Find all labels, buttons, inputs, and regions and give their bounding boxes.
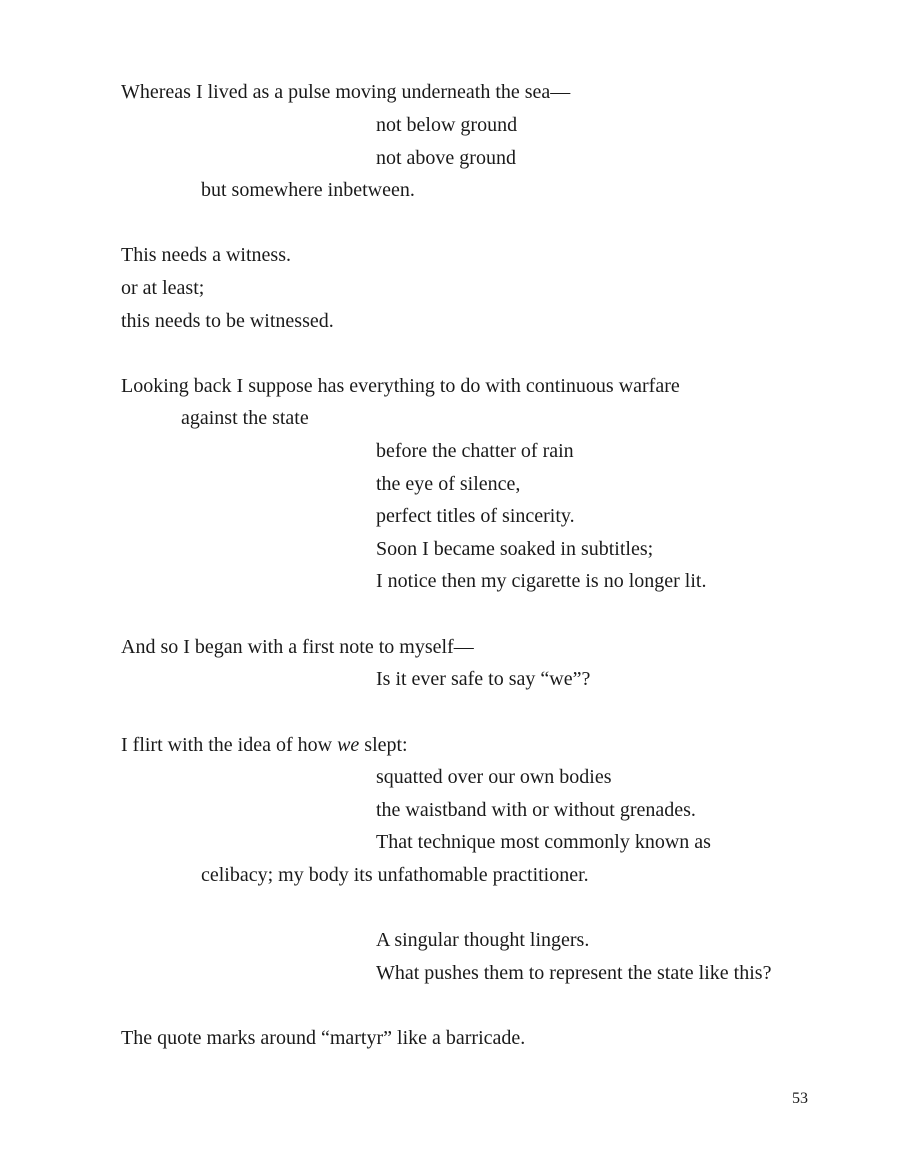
poem-line: What pushes them to represent the state like this? [376, 962, 772, 984]
poem-line: the eye of silence, [376, 473, 521, 495]
poem-line: perfect titles of sincerity. [376, 505, 575, 527]
poem-line: And so I began with a first note to myself— [121, 636, 474, 658]
page-number: 53 [792, 1090, 808, 1107]
poem-line [121, 733, 408, 757]
poem-line: not above ground [376, 147, 516, 169]
poem-line: Whereas I lived as a pulse moving underneath the sea— [121, 81, 571, 103]
poem-line: The quote marks around “martyr” like a barricade. [121, 1027, 526, 1049]
poem-line: This needs a witness. [121, 244, 291, 266]
poem-line: against the state [181, 407, 309, 429]
poem-line: this needs to be witnessed. [121, 310, 334, 332]
poem-line: Looking back I suppose has everything to do with continuous warfare [121, 375, 680, 397]
poem-line-text: slept: [364, 734, 408, 756]
poem-line: before the chatter of rain [376, 440, 574, 462]
poem-line: That technique most commonly known as [376, 831, 711, 853]
poem-line: Soon I became soaked in subtitles; [376, 538, 654, 560]
poem-line: but somewhere inbetween. [201, 179, 415, 201]
poem-line: not below ground [376, 114, 518, 136]
poem-line: celibacy; my body its unfathomable practitioner. [201, 864, 589, 886]
poem-line: Is it ever safe to say “we”? [376, 668, 591, 690]
poem-line: A singular thought lingers. [376, 929, 590, 951]
poem-line: the waistband with or without grenades. [376, 799, 696, 821]
poem-line: or at least; [121, 277, 205, 299]
poem-line: squatted over our own bodies [376, 766, 612, 788]
poem-emphasis: we [337, 734, 360, 756]
poem-line: I notice then my cigarette is no longer lit. [376, 570, 707, 592]
poem-line-text: I flirt with the idea of how [121, 734, 333, 756]
